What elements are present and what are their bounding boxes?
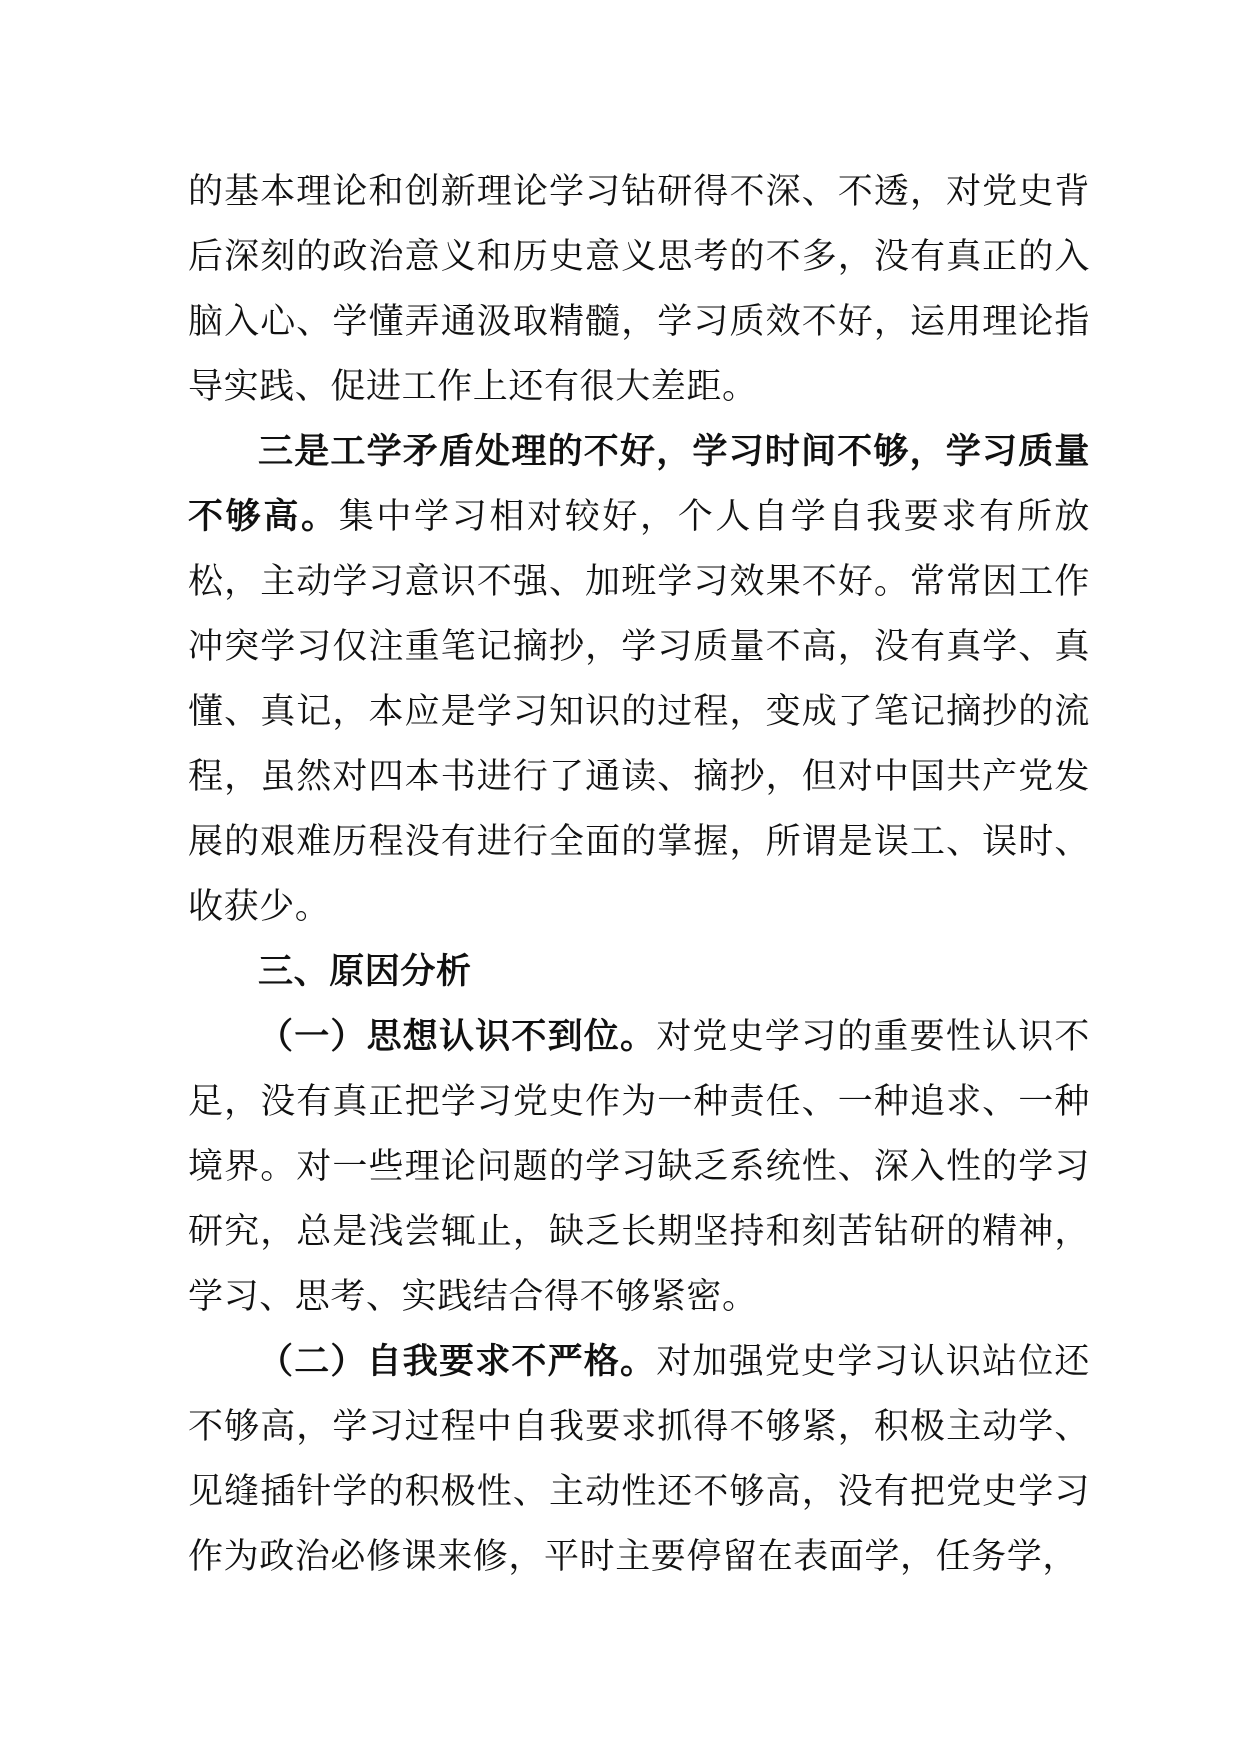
heading-text: 三、原因分析 xyxy=(258,952,472,992)
paragraph-body: 的基本理论和创新理论学习钻研得不深、不透，对党史背后深刻的政治意义和历史意义思考的不多，没有真正的入脑入心、学懂弄通汲取精髓，学习质效不好，运用理论指导实践、促进工作上还有很大差距。 xyxy=(188,172,1090,407)
paragraph-cause-two xyxy=(188,1330,1090,1590)
paragraph-lead: （一）思想认识不到位。 xyxy=(258,1017,657,1057)
paragraph-cause-one xyxy=(188,1005,1090,1330)
document-page xyxy=(188,160,1090,1590)
paragraph-point-three xyxy=(188,420,1090,940)
paragraph-body: 对党史学习的重要性认识不足，没有真正把学习党史作为一种责任、一种追求、一种境界。对一些理论问题的学习缺乏系统性、深入性的学习研究，总是浅尝辄止，缺乏长期坚持和刻苦钻研的精神，学习、思考、实践结合得不够紧密。 xyxy=(188,1017,1090,1317)
paragraph-continuation xyxy=(188,160,1090,420)
paragraph-lead: （二）自我要求不严格。 xyxy=(258,1342,657,1382)
paragraph-body: 集中学习相对较好，个人自学自我要求有所放松，主动学习意识不强、加班学习效果不好。常常因工作冲突学习仅注重笔记摘抄，学习质量不高，没有真学、真懂、真记，本应是学习知识的过程，变成了笔记摘抄的流程，虽然对四本书进行了通读、摘抄，但对中国共产党发展的艰难历程没有进行全面的掌握，所谓是误工、误时、收获少。 xyxy=(188,497,1090,927)
paragraph-body: 对加强党史学习认识站位还不够高，学习过程中自我要求抓得不够紧，积极主动学、见缝插针学的积极性、主动性还不够高，没有把党史学习作为政治必修课来修，平时主要停留在表面学，任务学， xyxy=(188,1342,1090,1577)
paragraph-lead: 三是工学矛盾处理的不好，学习时间不够，学习质量不够高。 xyxy=(188,432,1090,537)
section-heading xyxy=(188,940,1090,1005)
